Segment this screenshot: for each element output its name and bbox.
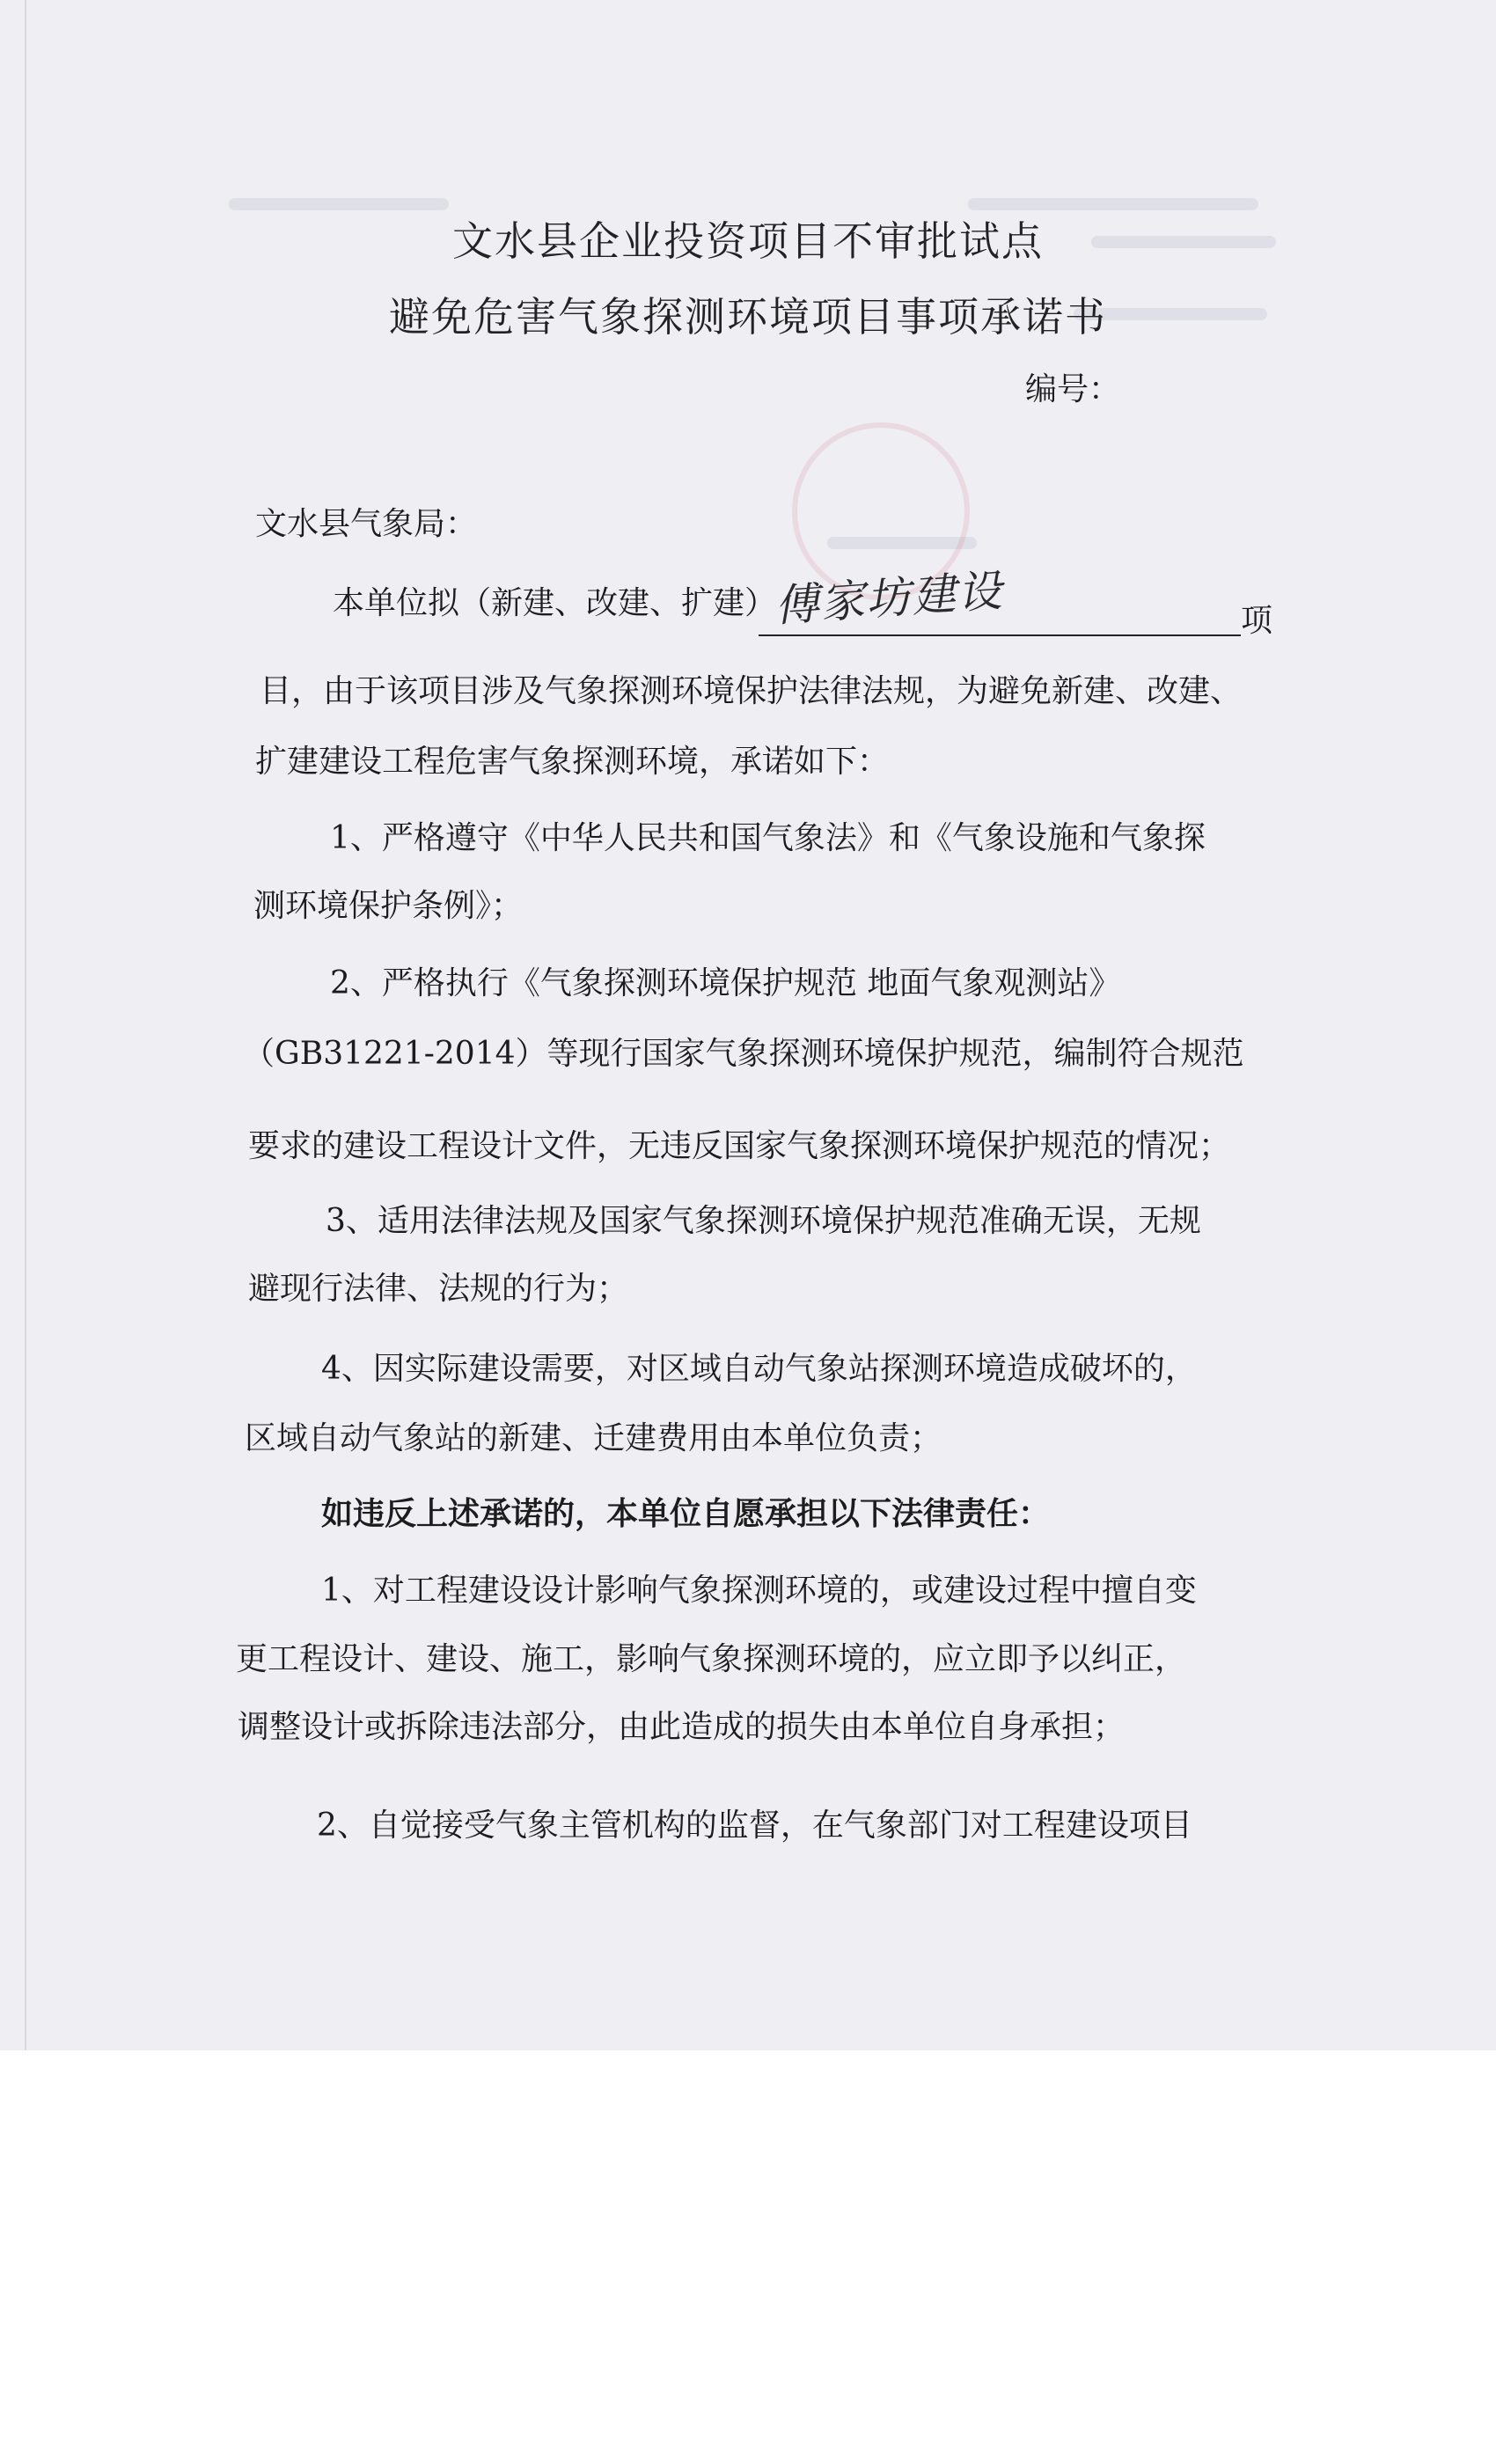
number-label: 编号： — [1025, 371, 1121, 407]
bleed-through-mark — [229, 198, 449, 210]
body-line: 更工程设计、建设、施工，影响气象探测环境的，应立即予以纠正， — [236, 1641, 1187, 1677]
bleed-through-mark — [968, 198, 1258, 210]
body-line: 4、因实际建设需要，对区域自动气象站探测环境造成破坏的， — [321, 1351, 1197, 1387]
body-line: 3、适用法律法规及国家气象探测环境保护规范准确无误，无规 — [326, 1203, 1201, 1239]
body-line: 测环境保护条例》； — [253, 888, 524, 924]
handwritten-project-name: 傅家坊建设 — [773, 564, 1005, 632]
intro-suffix: 项 — [1241, 603, 1273, 639]
body-line: 区域自动气象站的新建、迁建费用由本单位负责； — [245, 1420, 942, 1456]
intro-prefix: 本单位拟（新建、改建、扩建） — [333, 585, 777, 621]
body-line: 要求的建设工程设计文件，无违反国家气象探测环境保护规范的情况； — [248, 1128, 1231, 1164]
project-name-underline — [759, 634, 1241, 636]
liability-heading: 如违反上述承诺的，本单位自愿承担以下法律责任： — [321, 1495, 1051, 1532]
body-line: 1、严格遵守《中华人民共和国气象法》和《气象设施和气象探 — [330, 820, 1206, 856]
addressee: 文水县气象局： — [255, 506, 478, 542]
body-line: 目，由于该项目涉及气象探测环境保护法律法规，为避免新建、改建、 — [260, 673, 1243, 709]
body-line: 扩建建设工程危害气象探测环境，承诺如下： — [255, 744, 890, 780]
document-title-line-1: 文水县企业投资项目不审批试点 — [452, 217, 1044, 265]
body-line: 2、自觉接受气象主管机构的监督，在气象部门对工程建设项目 — [317, 1808, 1192, 1844]
document-title-line-2: 避免危害气象探测环境项目事项承诺书 — [389, 293, 1107, 341]
body-line: 2、严格执行《气象探测环境保护规范 地面气象观测站》 — [330, 965, 1121, 1001]
body-line: 1、对工程建设设计影响气象探测环境的，或建设过程中擅自变 — [321, 1573, 1197, 1609]
body-line: 调整设计或拆除违法部分，由此造成的损失由本单位自身承担； — [238, 1709, 1126, 1745]
body-line: （GB31221-2014）等现行国家气象探测环境保护规范，编制符合规范 — [243, 1036, 1244, 1072]
body-line: 避现行法律、法规的行为； — [248, 1271, 629, 1307]
